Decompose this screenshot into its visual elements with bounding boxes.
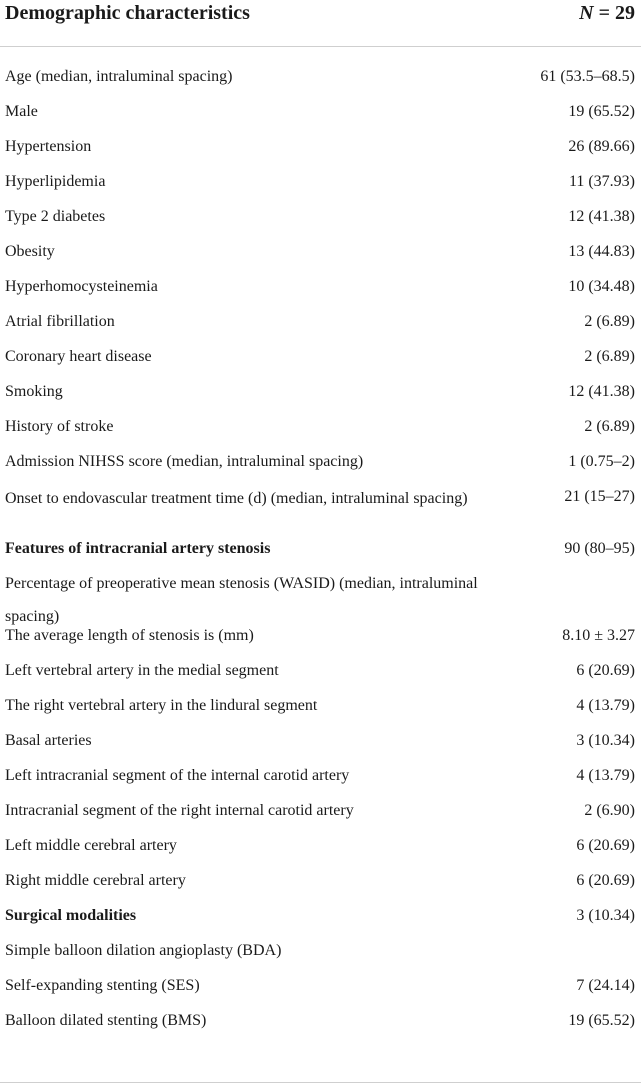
row-value: 21 (15–27) <box>564 488 635 505</box>
table-row-hypertension <box>0 130 641 165</box>
row-value: 61 (53.5–68.5) <box>540 68 635 85</box>
table-row-coronary-heart-disease <box>0 340 641 375</box>
row-label: Obesity <box>5 243 55 260</box>
row-label: Hypertension <box>5 138 92 155</box>
table-row-bda <box>0 934 641 969</box>
row-label: Percentage of preoperative mean stenosis (WASID) (median, intraluminal spacing) <box>5 575 478 625</box>
row-label: Hyperhomocysteinemia <box>5 278 158 295</box>
row-label: The right vertebral artery in the lindural segment <box>5 697 318 714</box>
row-value: 2 (6.89) <box>584 313 635 330</box>
table-row-smoking <box>0 375 641 410</box>
row-label: Left vertebral artery in the medial segment <box>5 662 279 679</box>
table-row-right-vertebral <box>0 689 641 724</box>
row-value: 6 (20.69) <box>576 872 635 889</box>
table-row-obesity <box>0 235 641 270</box>
row-label: Right middle cerebral artery <box>5 872 186 889</box>
row-value: 3 (10.34) <box>576 907 635 924</box>
table-row-bms <box>0 1004 641 1039</box>
row-label: Smoking <box>5 383 63 400</box>
table-row-basal-arteries <box>0 724 641 759</box>
table-body <box>0 60 641 1039</box>
header-n-value: = 29 <box>593 2 635 24</box>
table-row-right-middle-cerebral <box>0 864 641 899</box>
row-value: 13 (44.83) <box>568 243 635 260</box>
row-value: 2 (6.89) <box>584 418 635 435</box>
table-row-nihss-score <box>0 445 641 480</box>
row-value: 6 (20.69) <box>576 662 635 679</box>
row-value: 8.10 ± 3.27 <box>562 627 635 644</box>
row-value: 4 (13.79) <box>576 767 635 784</box>
table-row-left-vertebral <box>0 654 641 689</box>
row-value: 7 (24.14) <box>576 977 635 994</box>
footer-rule <box>0 1082 641 1083</box>
row-value: 3 (10.34) <box>576 732 635 749</box>
row-label: Male <box>5 103 38 120</box>
table-row-ses <box>0 969 641 1004</box>
row-value: 2 (6.89) <box>584 348 635 365</box>
row-label: Hyperlipidemia <box>5 173 106 190</box>
table-row-atrial-fibrillation <box>0 305 641 340</box>
row-label: Age (median, intraluminal spacing) <box>5 68 233 85</box>
table-header-row <box>0 0 641 46</box>
row-label: Left intracranial segment of the internal carotid artery <box>5 767 350 784</box>
table-row-right-internal-carotid <box>0 794 641 829</box>
table-row-hyperhomocysteinemia <box>0 270 641 305</box>
row-value: 12 (41.38) <box>568 383 635 400</box>
table-row-hyperlipidemia <box>0 165 641 200</box>
row-label: Features of intracranial artery stenosis <box>5 540 271 557</box>
row-value: 19 (65.52) <box>568 103 635 120</box>
row-label: History of stroke <box>5 418 114 435</box>
table-row-age <box>0 60 641 95</box>
header-demographic-characteristics: Demographic characteristics <box>5 2 250 24</box>
row-label: Atrial fibrillation <box>5 313 115 330</box>
table-row-stenosis-length <box>0 619 641 654</box>
row-label: Balloon dilated stenting (BMS) <box>5 1012 207 1029</box>
header-n-total <box>579 2 635 25</box>
row-value: 12 (41.38) <box>568 208 635 225</box>
header-n-symbol: N <box>579 2 594 24</box>
row-label: Surgical modalities <box>5 907 137 924</box>
row-label: Basal arteries <box>5 732 92 749</box>
row-label: Left middle cerebral artery <box>5 837 177 854</box>
table-row-history-of-stroke <box>0 410 641 445</box>
row-value: 2 (6.90) <box>584 802 635 819</box>
row-label: Simple balloon dilation angioplasty (BDA) <box>5 942 282 959</box>
table-row-male <box>0 95 641 130</box>
row-label: Admission NIHSS score (median, intraluminal spacing) <box>5 453 364 470</box>
row-label: Type 2 diabetes <box>5 208 106 225</box>
table-row-onset-to-treatment <box>0 480 641 532</box>
row-label: Intracranial segment of the right internal carotid artery <box>5 802 354 819</box>
table-row-left-internal-carotid <box>0 759 641 794</box>
row-value: 10 (34.48) <box>568 278 635 295</box>
table-row-left-middle-cerebral <box>0 829 641 864</box>
row-label: The average length of stenosis is (mm) <box>5 627 254 644</box>
row-value: 90 (80–95) <box>564 540 635 557</box>
table-row-wasid-stenosis <box>0 567 641 625</box>
row-value: 26 (89.66) <box>568 138 635 155</box>
row-value: 4 (13.79) <box>576 697 635 714</box>
header-rule <box>0 46 641 47</box>
row-label: Onset to endovascular treatment time (d) (median, intraluminal spacing) <box>5 490 468 507</box>
row-label: Coronary heart disease <box>5 348 152 365</box>
row-value: 19 (65.52) <box>568 1012 635 1029</box>
row-label: Self-expanding stenting (SES) <box>5 977 200 994</box>
row-value: 1 (0.75–2) <box>568 453 635 470</box>
table-row-stenosis-features <box>0 532 641 567</box>
row-value: 6 (20.69) <box>576 837 635 854</box>
table-row-surgical-modalities <box>0 899 641 934</box>
row-value: 11 (37.93) <box>568 173 635 190</box>
table-row-type2-diabetes <box>0 200 641 235</box>
